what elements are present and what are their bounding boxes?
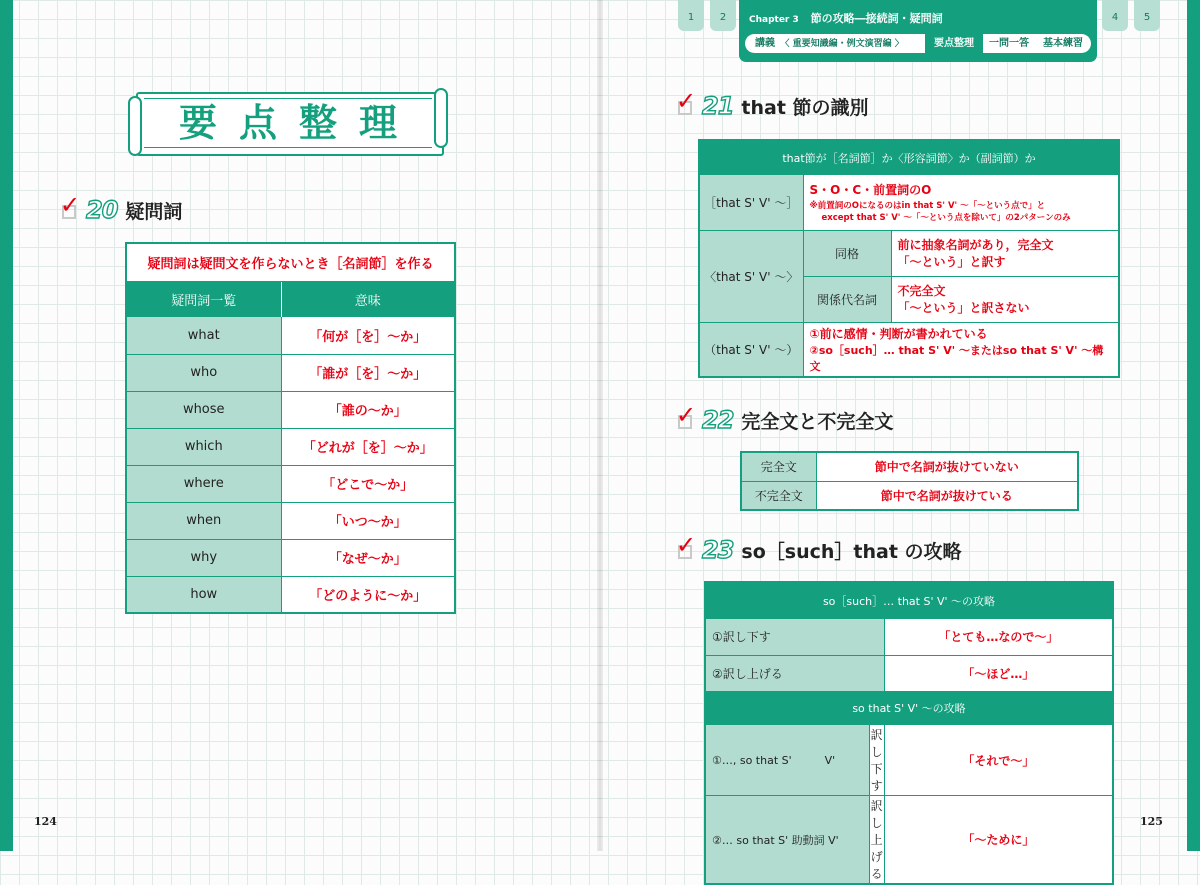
- that-clause-table: [698, 139, 1120, 378]
- table-row: [741, 481, 1078, 510]
- content-line: 前に抽象名詞があり，完全文: [897, 238, 1054, 252]
- complete-sentence-table: [740, 451, 1079, 511]
- word-cell: which: [126, 428, 281, 465]
- section-number: 21: [702, 92, 734, 120]
- sub-label: 関係代名詞: [803, 276, 891, 322]
- row-label: （that S' V' ～）: [699, 322, 803, 377]
- table-header: so that S' V' ～の攻略: [852, 702, 966, 716]
- section-title: 完全文と不完全文: [741, 410, 894, 433]
- pattern-cell: ②… so that S' 助動詞 V': [705, 796, 869, 885]
- meaning-cell: 「なぜ～か」: [281, 539, 455, 576]
- table-row: [126, 317, 455, 354]
- section-23-heading: [676, 531, 962, 564]
- word-cell: when: [126, 502, 281, 539]
- nav-summary[interactable]: 要点整理: [925, 34, 983, 53]
- table-row: [126, 354, 455, 391]
- chapter-label: Chapter 3: [749, 15, 799, 25]
- left-edge-bar: [0, 0, 13, 851]
- row-content: [803, 322, 1119, 377]
- meaning-cell: 「何が［を］～か」: [281, 317, 455, 354]
- column-header: 疑問詞一覧: [126, 281, 281, 317]
- translation-cell: 「それで～」: [884, 725, 1113, 796]
- row-content: [891, 230, 1119, 276]
- table-header: so［such］… that S' V' ～の攻略: [822, 595, 996, 608]
- section-21-heading: [676, 87, 869, 120]
- table-row: [126, 576, 455, 613]
- nav-practice[interactable]: 基本練習: [1035, 34, 1091, 53]
- page-gutter: [597, 0, 603, 851]
- content-line: ②so［such］… that S' V' ～またはso that S' V' ～構文: [809, 343, 1104, 373]
- checkmark-icon: ✓: [60, 191, 81, 219]
- content-line: 不完全文: [897, 284, 946, 298]
- chapter-tab-2[interactable]: 2: [710, 0, 736, 31]
- content-line: 「～という」と訳さない: [897, 301, 1030, 315]
- section-number: 22: [702, 406, 734, 434]
- table-row: [126, 465, 455, 502]
- meaning-cell: 「誰の～か」: [281, 391, 455, 428]
- definition-cell: 節中で名詞が抜けていない: [816, 452, 1078, 481]
- row-note: ※前置詞のOになるのはin that S' V' ～「～という点で」と: [809, 201, 1046, 212]
- row-main: S・O・C・前置詞のO: [809, 183, 932, 198]
- chapter-title: 節の攻略―接続詞・疑問詞: [810, 12, 943, 25]
- meaning-cell: 「誰が［を］～か」: [281, 354, 455, 391]
- table-row: [705, 655, 1113, 691]
- content-line: ①前に感情・判断が書かれている: [809, 326, 988, 341]
- page-number-right: 125: [1140, 815, 1163, 828]
- sub-label: 同格: [803, 230, 891, 276]
- so-that-table: [704, 581, 1114, 885]
- translation-cell: 「～ほど…」: [884, 655, 1113, 691]
- page-number-left: 124: [34, 815, 57, 828]
- table-row: [126, 502, 455, 539]
- word-cell: how: [126, 576, 281, 613]
- section-title: so［such］that の攻略: [741, 540, 962, 563]
- nav-qa[interactable]: 一問一答: [983, 34, 1035, 53]
- section-number: 23: [702, 536, 734, 564]
- checkmark-icon: ✓: [676, 401, 697, 429]
- chapter-header: [739, 0, 1097, 62]
- pattern-cell: ①…, so that S' V': [705, 725, 869, 796]
- row-label: 〈that S' V' ～〉: [699, 230, 803, 322]
- table-row: [126, 391, 455, 428]
- table-row: [705, 725, 1113, 796]
- section-22-heading: [676, 401, 894, 434]
- definition-cell: 節中で名詞が抜けている: [880, 488, 1013, 503]
- method-cell: 訳し上げる: [869, 796, 884, 885]
- meaning-cell: 「どこで～か」: [281, 465, 455, 502]
- content-line: 「～という」と訳す: [897, 255, 1006, 269]
- interrogatives-table: [125, 242, 456, 614]
- method-cell: ①訳し下す: [705, 619, 884, 655]
- section-20-heading: [60, 191, 183, 224]
- nav-lecture[interactable]: 講義 〈 重要知識編・例文演習編 〉: [745, 34, 925, 53]
- chapter-tab-5[interactable]: 5: [1134, 0, 1160, 31]
- row-content: [803, 175, 1119, 230]
- page-title: 要点整理: [178, 101, 419, 145]
- table-row: [705, 619, 1113, 655]
- word-cell: why: [126, 539, 281, 576]
- meaning-cell: 「どれが［を］～か」: [281, 428, 455, 465]
- translation-cell: 「～ために」: [962, 833, 1035, 847]
- checkmark-icon: ✓: [676, 87, 697, 115]
- right-edge-bar: [1187, 0, 1200, 851]
- row-content: [891, 276, 1119, 322]
- word-cell: whose: [126, 391, 281, 428]
- term-cell: 不完全文: [741, 481, 816, 510]
- section-title: that 節の識別: [741, 96, 869, 119]
- table-row: [126, 539, 455, 576]
- section-number: 20: [86, 196, 118, 224]
- word-cell: who: [126, 354, 281, 391]
- column-header: 意味: [354, 293, 381, 309]
- meaning-cell: 「いつ～か」: [281, 502, 455, 539]
- method-cell: ②訳し上げる: [705, 655, 884, 691]
- translation-cell: 「とても…なので～」: [884, 619, 1113, 655]
- row-note: except that S' V' ～「～という点を除いて」の2パターンのみ: [821, 213, 1071, 224]
- word-cell: what: [126, 317, 281, 354]
- meaning-cell: 「どのように～か」: [309, 588, 427, 604]
- term-cell: 完全文: [741, 452, 816, 481]
- checkmark-icon: ✓: [676, 531, 697, 559]
- table-caption: 疑問詞は疑問文を作らないとき［名詞節］を作る: [126, 243, 455, 281]
- row-label: ［that S' V' ～］: [699, 175, 803, 230]
- table-row: [705, 796, 1113, 885]
- chapter-tab-1[interactable]: 1: [678, 0, 704, 31]
- method-cell: 訳し下す: [869, 725, 884, 796]
- chapter-tab-4[interactable]: 4: [1102, 0, 1128, 31]
- section-title: 疑問詞: [125, 200, 183, 223]
- word-cell: where: [126, 465, 281, 502]
- page-title-banner: [128, 92, 450, 156]
- table-row: [126, 428, 455, 465]
- table-header: that節が［名詞節］か〈形容詞節〉か（副詞節）か: [782, 152, 1036, 165]
- table-row: [741, 452, 1078, 481]
